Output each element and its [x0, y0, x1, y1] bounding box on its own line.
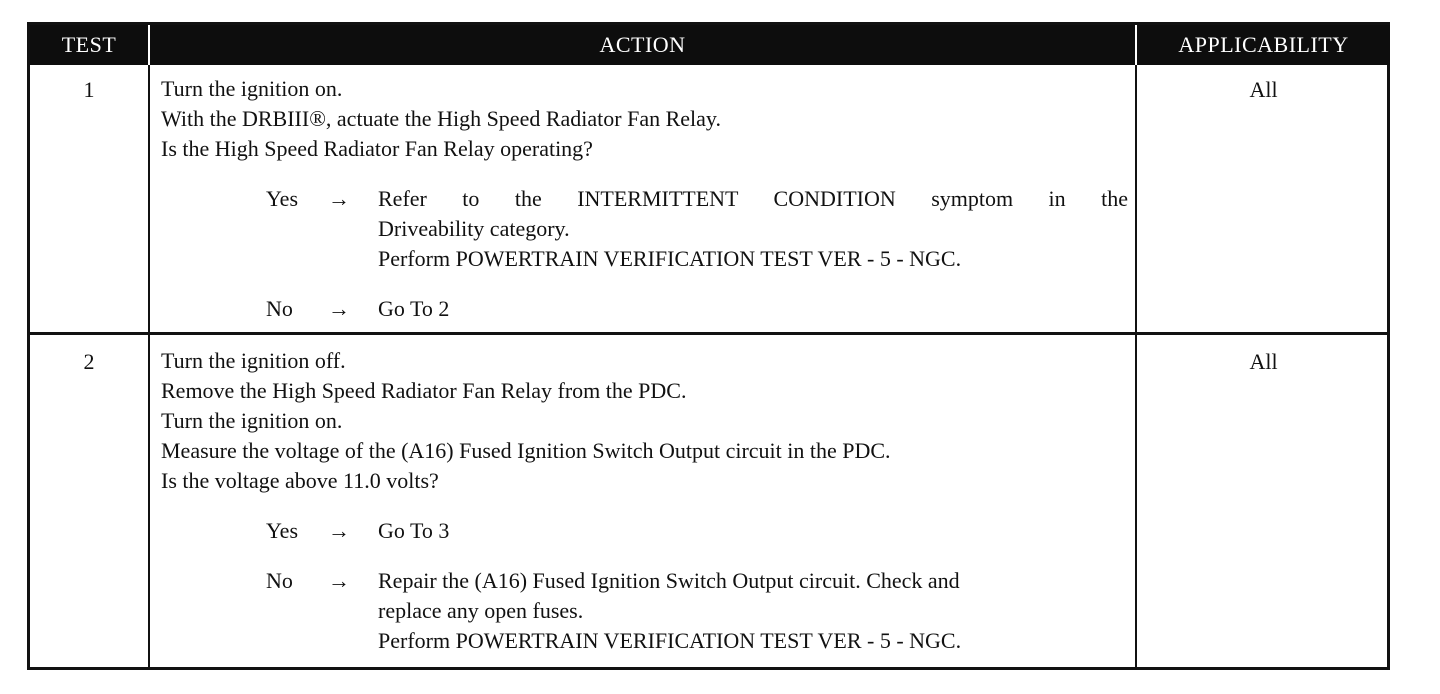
- response-text: [378, 566, 1128, 656]
- response-line: replace any open fuses.: [378, 598, 584, 623]
- row-2-applicability: All: [1249, 349, 1278, 374]
- arrow-right-icon: →: [328, 568, 350, 593]
- response-label: Yes: [266, 518, 299, 543]
- response-label: No: [266, 296, 293, 321]
- action-line: Turn the ignition off.: [161, 348, 346, 373]
- diagnostic-test-table: [27, 22, 1390, 670]
- response-label: Yes: [266, 186, 299, 211]
- row-1-action-steps: [161, 74, 721, 164]
- header-applicability: APPLICABILITY: [1137, 25, 1390, 65]
- arrow-right-icon: →: [328, 518, 350, 543]
- header-action: ACTION: [150, 25, 1135, 65]
- row-2-response-no: [266, 566, 1131, 656]
- action-line: Measure the voltage of the (A16) Fused Ignition Switch Output circuit in the PDC.: [161, 438, 891, 463]
- row-1-response-yes: [266, 184, 1131, 274]
- response-line: Refer to the INTERMITTENT CONDITION symptom in the: [378, 186, 1128, 211]
- row-1-test-number: 1: [83, 77, 95, 102]
- response-line: Perform POWERTRAIN VERIFICATION TEST VER - 5 - NGC.: [378, 246, 962, 271]
- response-line: Repair the (A16) Fused Ignition Switch Output circuit. Check and: [378, 568, 960, 593]
- row-divider: [30, 332, 1387, 335]
- action-line: With the DRBIII®, actuate the High Speed Radiator Fan Relay.: [161, 106, 721, 131]
- row-1-response-no: [266, 294, 1131, 324]
- row-2-response-yes: [266, 516, 1131, 546]
- action-line: Turn the ignition on.: [161, 408, 343, 433]
- row-1-applicability: All: [1249, 77, 1278, 102]
- action-line: Turn the ignition on.: [161, 76, 343, 101]
- column-divider-test: [148, 65, 150, 670]
- arrow-right-icon: →: [328, 296, 350, 321]
- response-line: Perform POWERTRAIN VERIFICATION TEST VER - 5 - NGC.: [378, 628, 962, 653]
- action-line: Is the voltage above 11.0 volts?: [161, 468, 439, 493]
- action-line: Remove the High Speed Radiator Fan Relay from the PDC.: [161, 378, 687, 403]
- response-label: No: [266, 568, 293, 593]
- response-text: [378, 294, 1128, 324]
- response-text: [378, 184, 1128, 274]
- response-line: Go To 3: [378, 518, 450, 543]
- action-line: Is the High Speed Radiator Fan Relay operating?: [161, 136, 593, 161]
- header-test: TEST: [30, 25, 148, 65]
- response-line: Go To 2: [378, 296, 450, 321]
- row-2-test-number: 2: [83, 349, 95, 374]
- response-line: Driveability category.: [378, 216, 570, 241]
- response-text: [378, 516, 1128, 546]
- row-2-action-steps: [161, 346, 891, 496]
- arrow-right-icon: →: [328, 186, 350, 211]
